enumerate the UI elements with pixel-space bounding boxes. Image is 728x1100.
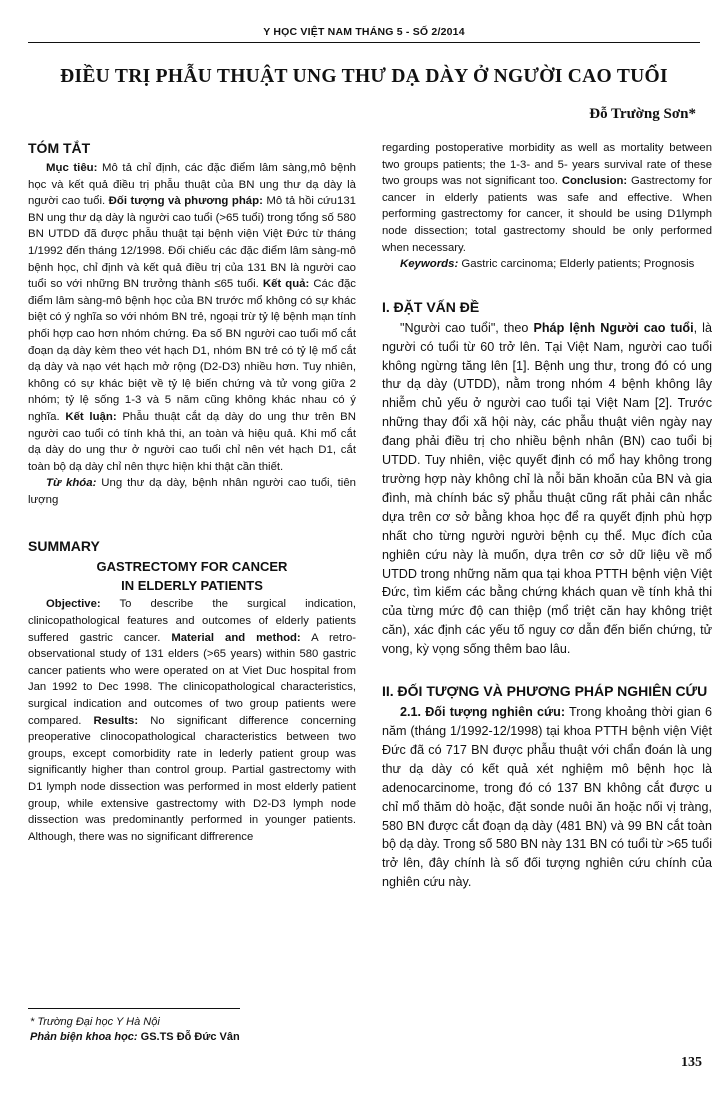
abstract-vi-keywords [28,475,356,508]
footnote-rule [28,1008,240,1009]
article-title: ĐIỀU TRỊ PHẪU THUẬT UNG THƯ DẠ DÀY Ở NGƯỜI CAO TUỔI [60,66,668,87]
author-name: Đỗ Trường Sơn* [589,106,696,122]
conclusion-text: Phẫu thuật cắt dạ dày do ung thư trên BN người cao tuổi có tính khả thi, an toàn và hiệu quả. Khi mổ cắt dạ dày do ung thư ở người cao tuổi chỉ nên vét hạch D1, cắt toàn bộ dạ dày chỉ nên thực hiện khi thật cần thiết. [28,410,356,473]
method-label: Đối tượng và phương pháp: [108,195,263,208]
section-1-text-b: , là người có tuổi từ 60 trở lên. Tại Việt Nam, người cao tuổi không ngừng tăng lên [1]. Bệnh ung thư, trong đó có ung thư dạ dày (UTDD), nằm trong nhóm 4 bệnh không lây nhiễm chủ yếu ở người cao tuổi tại Việt Nam [2]. Trước những thay đổi xã hội này, các phẫu thuật viên ngày nay đang phải điều trị cho nhiều bệnh nhân (BN) cao tuổi bị UTDD. Tuy nhiên, việc quyết định có mổ hay không trong trường hợp này không chỉ là nỗi băn khoăn của BN và gia đình, mà chính bác sỹ phẫu thuật cũng rất phải cân nhắc dựa trên cơ sở bằng khoa học để ra quyết định phù hợp nhất cho từng người người bệnh cụ thể. Mục đích của nghiên cứu này là muốn, dựa trên cơ sở dữ liệu về mổ UTDD trong những năm qua tại khoa PTTH bệnh viện Việt Đức, tìm kiếm các bằng chứng khách quan về tính khả thi của từng mức độ can thiệp (mổ triệt căn hay không triệt căn), xác định các yếu tố nguy cơ dẫn đến biến chứng, tử vong, kỳ vọng sống thêm bao lâu. [382,320,712,657]
conclusion-en-label: Conclusion: [561,175,628,188]
footnotes [30,1015,350,1045]
section-2-heading: II. ĐỐI TƯỢNG VÀ PHƯƠNG PHÁP NGHIÊN CỨU [382,683,708,700]
results-en-label: Results: [93,714,139,727]
summary-body [28,596,356,845]
keywords-vi-text: Ung thư dạ dày, bệnh nhân người cao tuổi, tiên lượng [28,477,356,506]
abstract-vi-heading: TÓM TẮT [28,140,91,156]
objective-text: Mô tả chỉ định, các đặc điểm lâm sàng,mô bệnh học và kết quả điều trị phẫu thuật của BN ung thư dạ dày là người cao tuổi. [28,162,356,208]
conclusion-en-text: Gastrectomy for cancer in elderly patients was safe and effective. When performing gastrectomy for cancer, it should be using D1lymph node dissection; total gastrectomy should be only performed when necessary. [382,175,712,254]
right-column [382,140,712,892]
objective-en-text: To describe the surgical indication, clinicopathological features and outcomes of elderly patients suffered gastric cancer. [28,598,356,644]
abstract-vi-body [28,160,356,475]
method-en-label: Material and method: [171,631,301,644]
page-number: 135 [681,1055,702,1070]
keywords-vi-label: Từ khóa: [46,477,97,490]
footnote-affiliation: * Trường Đại học Y Hà Nội [30,1016,160,1028]
section-1-body [382,319,712,659]
reviewer-label: Phản biện khoa học: [30,1031,138,1043]
results-en-text: No significant difference concerning preoperative clinocopathological characteristics between two groups, except comorbidity rate in lederly patient group was significantly higher than control group. Partial gastrectomy with D1 lymph node dissection was performed in most elderly patient group, while extensive gastrectomy with D2-D3 lymph node dissection was predominantly performed in younger patients. Although, there was no significant diffrerence [28,714,356,843]
summary-title-line2: IN ELDERLY PATIENTS [121,578,263,594]
method-en-text: A retro-observational study of 131 elders (>65 years) within 580 gastric cancer patients who were operated on at Viet Duc hospital from Jan 1992 to Dec 1998. The clinicopathological characteristics, surgical indication and outcomes of two group patients were compared. [28,631,356,727]
section-1-text-a: "Người cao tuổi", theo [400,320,534,335]
footnote-reviewer [30,1030,350,1045]
summary-heading: SUMMARY [28,538,100,555]
section-2-sub-label: 2.1. Đối tượng nghiên cứu: [400,705,566,720]
summary-continuation [382,140,712,256]
objective-en-label: Objective: [46,598,101,611]
result-text: Các đặc điểm lâm sàng-mô bệnh học của BN trước mổ không có sự khác biệt có ý nghĩa so với nhóm BN trẻ, ngoại trừ tỷ lệ bệnh mạn tính phối hợp cao hơn nhóm chứng. Đa số BN người cao tuổi mổ cắt đoạn dạ dày kèm theo vét hạch D1, nhóm BN trẻ có tỷ lệ mổ cắt dạ dày và nạo vét hạch mở rộng (D2-D3) nhiều hơn. Tuy nhiên, không có sự khác biệt về tỷ lệ biến chứng và tử vong giữa 2 nhóm; tỷ lệ sống 1-3 và 5 năm cũng không khác nhau có ý nghĩa. [28,278,356,423]
reviewer-name: GS.TS Đỗ Đức Vân [137,1031,240,1043]
section-2-sub-text: Trong khoảng thời gian 6 năm (tháng 1/1992-12/1998) tại khoa PTTH bệnh viện Việt Đức đã có 717 BN được phẫu thuật với chẩn đoán là ung thư dạ dày có kết quả xét nghiệm mô bệnh học là adenocarcinome, trong đó có 137 BN không cắt được u chỉ mổ thăm dò hoặc, đặt sonde nuôi ăn hoặc nối vị tràng, 580 BN được cắt đoạn dạ dày (481 BN) và 99 BN cắt toàn bộ dạ dày. Trong số 580 BN này 131 BN có tuổi từ >65 tuổi trở lên, đây chính là số đối tượng nghiên cứu chính của nghiên cứu này. [382,705,712,890]
keywords-en-text: Gastric carcinoma; Elderly patients; Prognosis [458,258,695,271]
running-head: Y HỌC VIỆT NAM THÁNG 5 - SỐ 2/2014 [28,26,700,43]
result-label: Kết quả: [262,278,310,291]
summary-keywords [382,256,712,273]
continuation-text: regarding postoperative morbidity as well as mortality between two groups patients; the 1-3- and 5- years survival rate of these two groups was not significant too. [382,142,712,188]
section-1-bold: Pháp lệnh Người cao tuổi [533,320,694,335]
method-text: Mô tả hồi cứu131 BN ung thư dạ dày là người cao tuổi (>65 tuổi) trong tổng số 580 BN UTDD đã được phẫu thuật tại bệnh viện Việt Đức từ tháng 1/1992 đến tháng 12/1998. Đối chiếu các đặc điểm lâm sàng-mô bệnh học, chỉ định và kết quả điều trị của 131 BN là người cao tuổi so với những BN trưởng thành ≤65 tuổi. [28,195,356,291]
keywords-en-label: Keywords: [400,258,459,271]
section-2-body [382,703,712,892]
objective-label: Mục tiêu: [46,162,98,174]
left-column [28,140,356,845]
section-1-heading: I. ĐẶT VẤN ĐỀ [382,298,480,315]
conclusion-label: Kết luận: [65,410,117,423]
summary-title-line1: GASTRECTOMY FOR CANCER [96,559,288,575]
